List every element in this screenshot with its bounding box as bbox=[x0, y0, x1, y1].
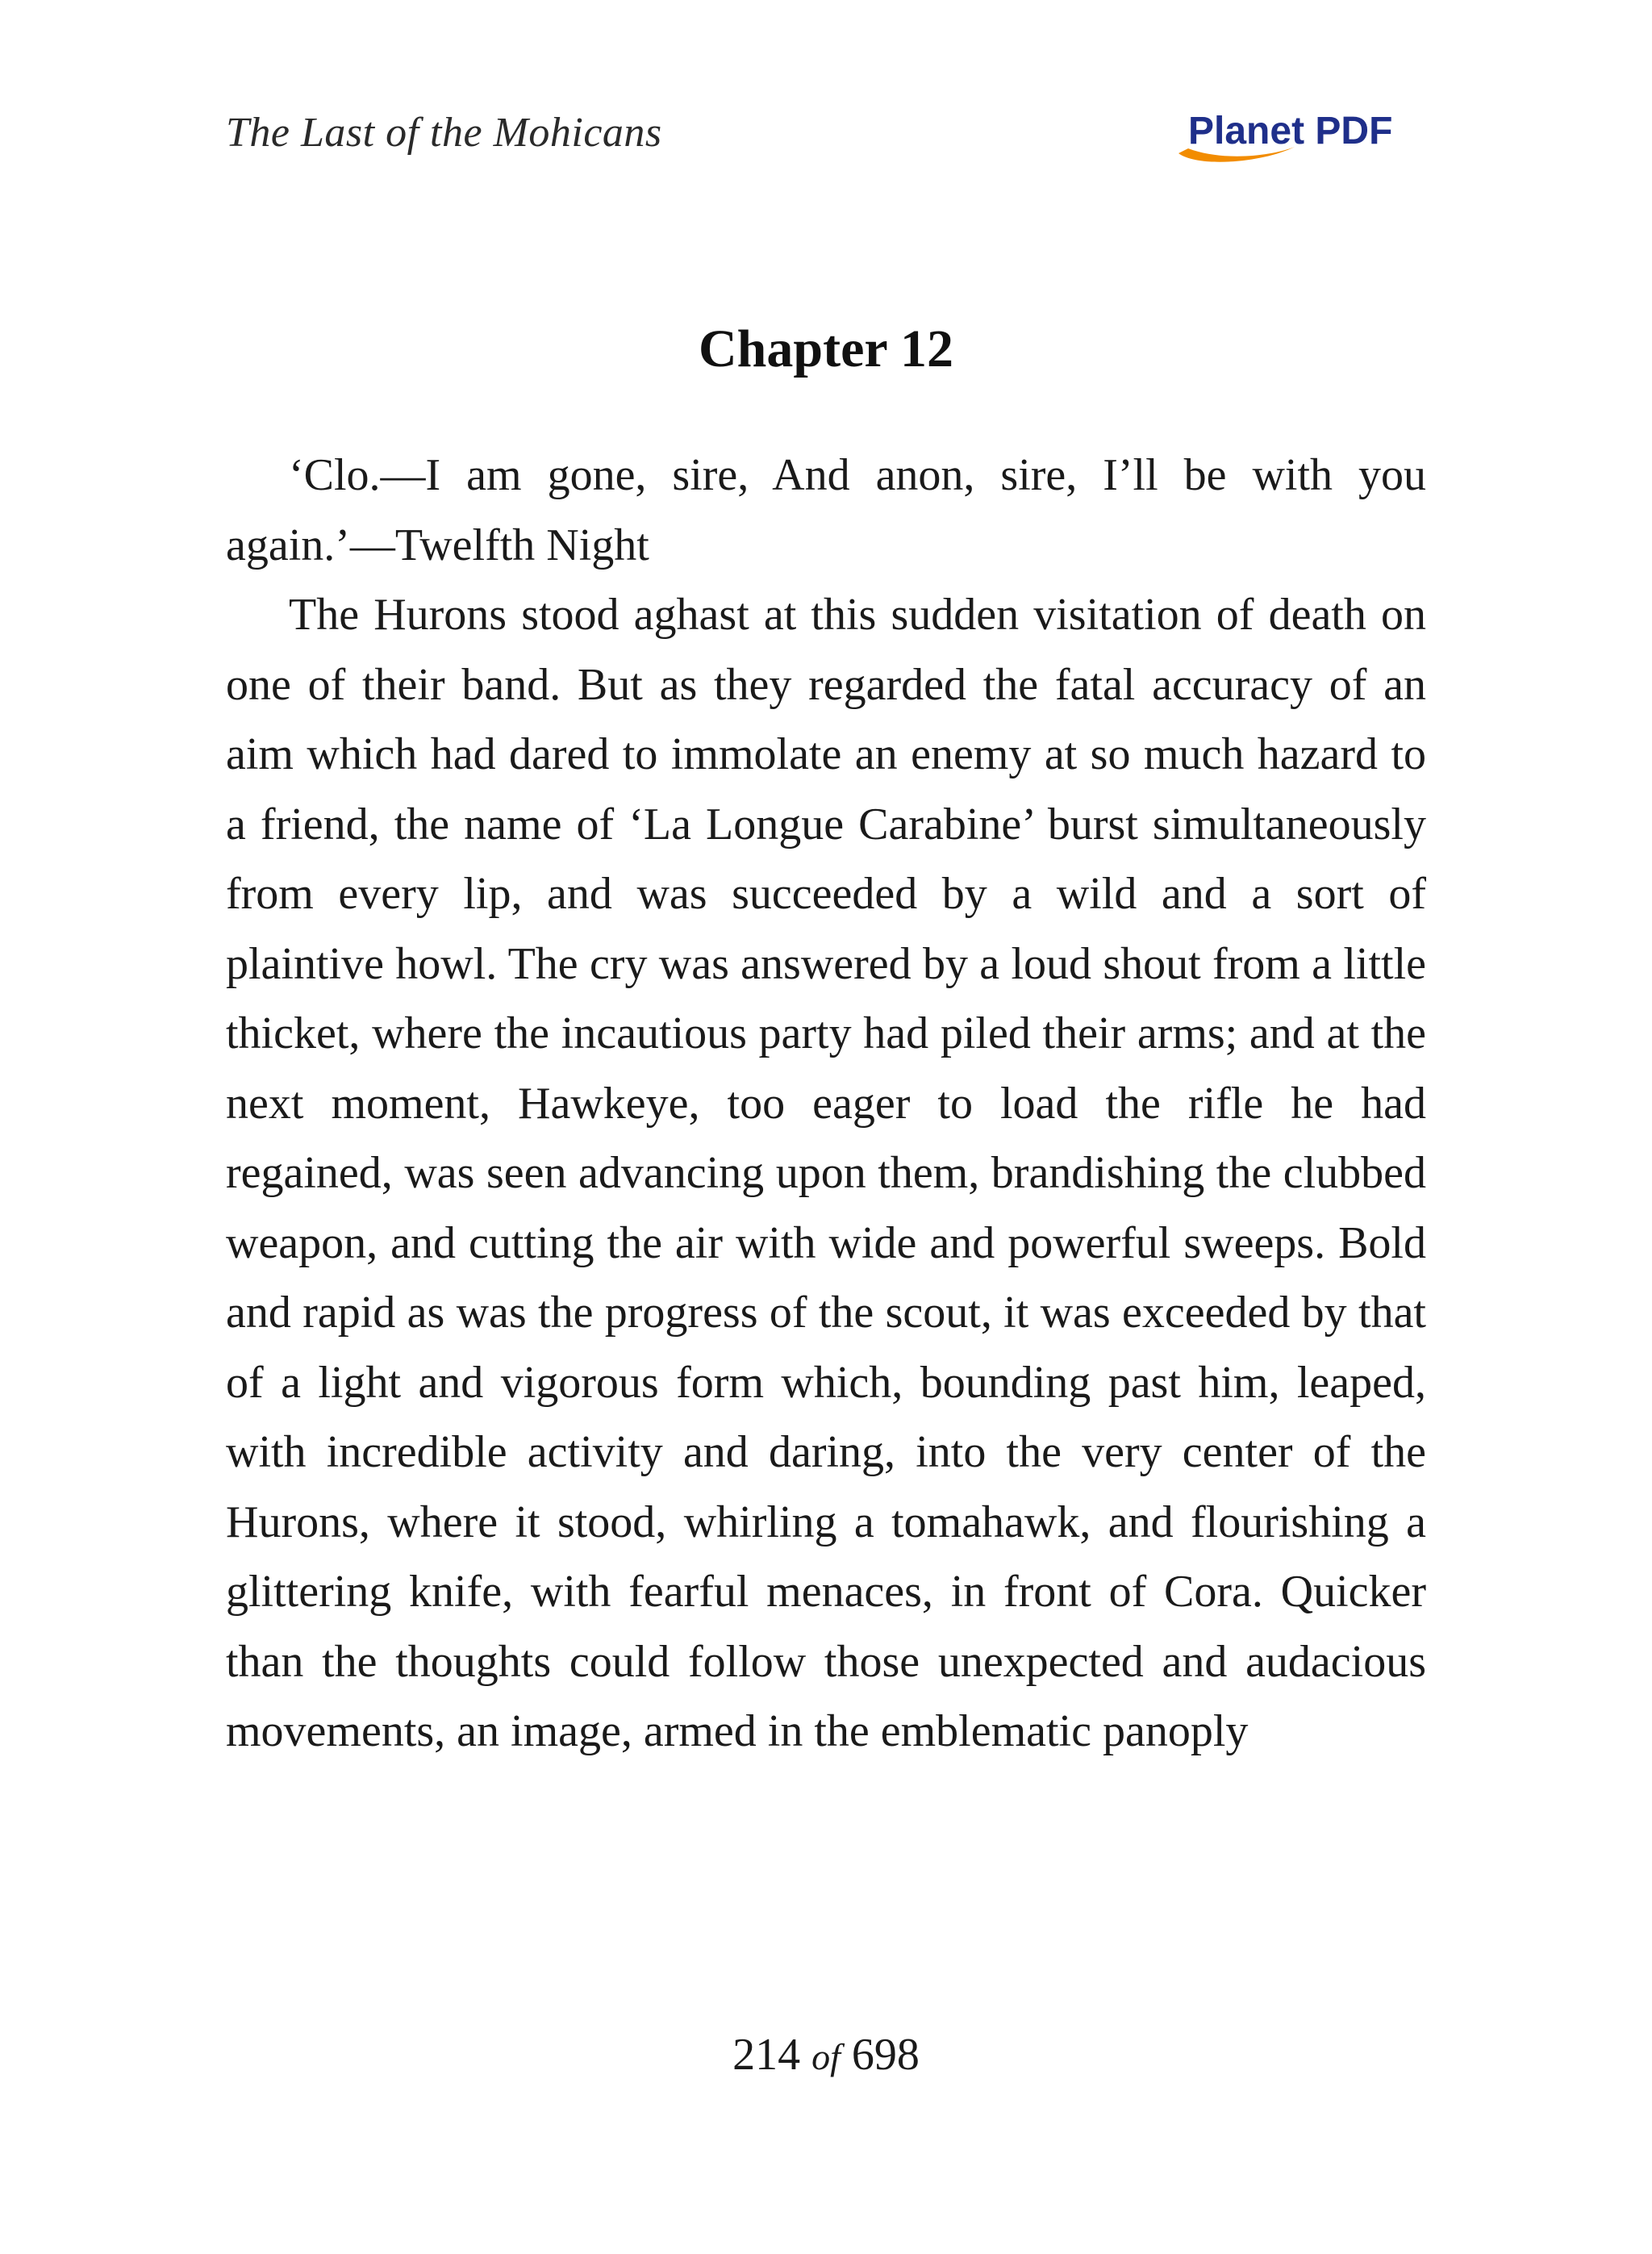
running-header-book-title: The Last of the Mohicans bbox=[226, 110, 662, 156]
page-number bbox=[0, 2029, 1652, 2081]
total-pages: 698 bbox=[851, 2030, 920, 2080]
planet-pdf-logo-icon bbox=[1174, 103, 1424, 168]
epigraph-paragraph: ‘Clo.—I am gone, sire, And anon, sire, I’ll be with you again.’—Twelfth Night bbox=[226, 450, 1426, 570]
logo-wordmark: Planet PDF bbox=[1188, 110, 1393, 152]
planet-pdf-logo bbox=[1174, 103, 1424, 168]
chapter-title: Chapter 12 bbox=[699, 319, 953, 378]
current-page: 214 bbox=[732, 2030, 801, 2080]
body-paragraph: The Hurons stood aghast at this sudden visitation of death on one of their band. But as they regarded the fatal accuracy of an aim which had dared to immolate an enemy at so much hazard to a friend, the name of ‘La Longue Carabine’ burst simultaneously from every lip, and was succeeded by a wild and a sort of plaintive howl. The cry was answered by a loud shout from a little thicket, where the incautious party had piled their arms; and at the next moment, Hawkeye, too eager to load the rifle he had regained, was seen advancing upon them, brandishing the clubbed weapon, and cutting the air with wide and powerful sweeps. Bold and rapid as was the progress of the scout, it was exceeded by that of a light and vigorous form which, bounding past him, leaped, with incredible activity and daring, into the very center of the Hurons, where it stood, whirling a tomahawk, and flourishing a glittering knife, with fearful menaces, in front of Cora. Quicker than the thoughts could follow those unexpected and audacious movements, an image, armed in the emblematic panoply bbox=[226, 590, 1426, 1756]
chapter-body bbox=[226, 440, 1426, 1767]
page-of-label: of bbox=[811, 2036, 841, 2077]
